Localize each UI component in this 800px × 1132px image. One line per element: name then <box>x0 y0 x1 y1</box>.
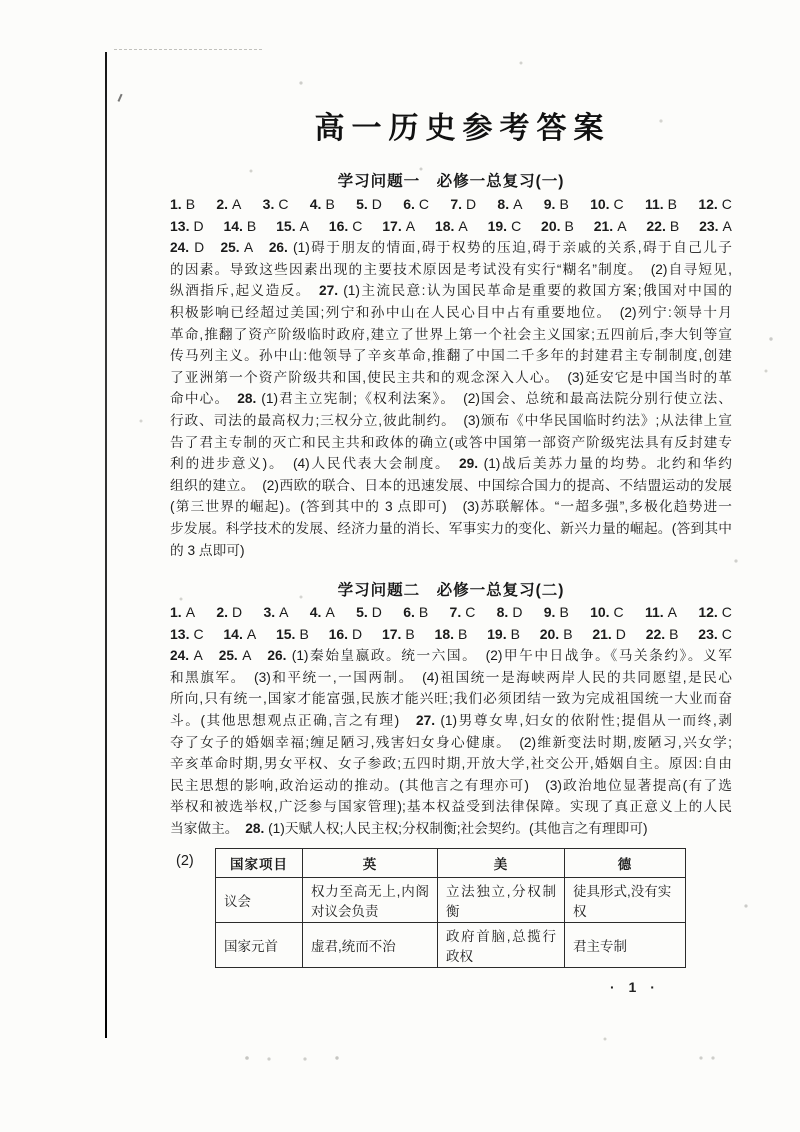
choice-answer: 13. C <box>170 625 204 642</box>
table-row <box>216 923 686 968</box>
choice-answer-row <box>170 194 732 216</box>
table-cell: 君主专制 <box>565 923 686 968</box>
choice-answer: 1. A <box>170 604 196 620</box>
choice-answer: 12. C <box>698 604 732 620</box>
answer-text-line: 斗。(其他思想观点正确,言之有理) 27. (1)男尊女卑,妇女的依附性;提倡从一而终,剥 <box>170 712 732 728</box>
answer-text-line: 辛亥革命时期,男女平权、女子参政;五四时期,开放大学,社交公开,婚姻自主。原因:自由 <box>170 756 732 772</box>
answer-text-line: 了亚洲第一个资产阶级共和国,使民主共和的观念深入人心。 (3)延安它是中国当时的革 <box>170 369 732 385</box>
answer-text-line: 的因素。导致这些因素出现的主要技术原因是考试没有实行“糊名”制度。 (2)自寻短见, <box>170 261 732 277</box>
answer-text-line: 的 3 点即可) <box>170 542 245 558</box>
table-cell: 议会 <box>216 878 303 923</box>
choice-answer: 21. D <box>592 625 626 642</box>
section-2-heading: 学习问题二 必修一总复习(二) <box>337 582 565 599</box>
choice-answer: 15. B <box>275 625 309 642</box>
choice-answer: 23. C <box>698 625 732 642</box>
answer-text-line: 告了君主专制的灭亡和民主共和政体的确立(或答中国第一部资产阶级宪法具有反封建专 <box>170 434 732 450</box>
answer-text-line: 当家做主。 28. (1)天赋人权;人民主权;分权制衡;社会契约。(其他言之有理即可) <box>170 820 648 836</box>
scan-noise <box>0 0 2 2</box>
table-cell: 虚君,统而不治 <box>303 923 438 968</box>
choice-answer: 2. A <box>216 196 242 212</box>
choice-answer: 5. D <box>356 604 382 620</box>
table-cell: 立法独立,分权制衡 <box>438 878 565 923</box>
table-cell: 国家元首 <box>216 923 303 968</box>
choice-answer: 18. B <box>434 625 468 642</box>
choice-answer: 22. B <box>646 217 680 234</box>
choice-answer: 3. C <box>262 196 289 212</box>
choice-answer: 16. D <box>328 625 363 642</box>
comparison-table <box>215 848 686 968</box>
answer-text-line: 24. D 25. A 26. (1)碍于朋友的情面,碍于权势的压迫,碍于亲戚的关系,碍于自己儿子 <box>170 240 732 256</box>
answer-text-line: 行政、司法的最高权力;三权分立,彼此制约。 (3)颁布《中华民国临时约法》;从法律上宣 <box>170 412 732 428</box>
choice-answer: 10. C <box>590 196 624 212</box>
table-header-cell: 英 <box>303 849 438 878</box>
answer-text-line: 纵酒指斥,起义造反。 27. (1)主流民意:认为国民革命是重要的救国方案;俄国对中国的 <box>170 283 732 299</box>
answer-text-line: 传马列主义。孙中山:他领导了辛亥革命,推翻了中国二千多年的封建君主专制制度,创建 <box>170 348 732 364</box>
scan-artifact-line <box>114 49 262 50</box>
choice-answer: 18. A <box>434 217 468 234</box>
choice-answer: 3. A <box>263 604 289 620</box>
choice-answer: 17. A <box>382 217 416 234</box>
answer-text-line: 组织的建立。 (2)西欧的联合、日本的迅速发展、中国综合国力的提高、不结盟运动的发展 <box>170 477 732 493</box>
answer-text-line: (第三世界的崛起)。(答到其中的 3 点即可) (3)苏联解体。“一超多强”,多极化趋势进一 <box>170 499 732 515</box>
choice-answer-row <box>170 216 732 238</box>
choice-answer: 6. C <box>403 196 430 212</box>
choice-answer: 11. B <box>644 196 678 212</box>
choice-answer: 6. B <box>403 604 429 620</box>
choice-answer: 8. A <box>497 196 523 212</box>
answer-text-line: 积极影响已经超过美国;列宁和孙中山在人民心目中占有重要地位。 (2)列宁:领导十月 <box>170 304 732 320</box>
choice-answer: 21. A <box>593 217 627 234</box>
choice-answer: 16. C <box>328 217 363 234</box>
section-2-answers <box>170 602 732 840</box>
choice-answer: 2. D <box>216 604 243 620</box>
scan-artifact-mark <box>118 94 124 103</box>
choice-answer: 7. C <box>449 604 476 620</box>
table-cell: 权力至高无上,内阁对议会负责 <box>303 878 438 923</box>
table-header-cell: 国家项目 <box>216 849 303 878</box>
choice-answer-row <box>170 602 732 624</box>
choice-answer: 9. B <box>543 196 569 212</box>
choice-answer: 7. D <box>450 196 477 212</box>
choice-answer: 14. B <box>223 217 257 234</box>
page-title: 高一历史参考答案 <box>314 112 611 145</box>
choice-answer: 10. C <box>590 604 624 620</box>
choice-answer: 19. C <box>487 217 522 234</box>
answer-text-line: 所向,只有统一,国家才能富强,民族才能兴旺;我们必须团结一致为完成祖国统一大业而奋 <box>170 691 732 707</box>
answer-text-line: 和黑旗军。 (3)和平统一,一国两制。 (4)祖国统一是海峡两岸人民的共同愿望,是民心 <box>170 669 732 685</box>
choice-answer: 13. D <box>170 217 204 234</box>
table-cell: 政府首脑,总揽行政权 <box>438 923 565 968</box>
table-header-cell: 美 <box>438 849 565 878</box>
page-edge-line <box>105 52 107 1038</box>
table-header-cell: 德 <box>565 849 686 878</box>
choice-answer: 9. B <box>543 604 569 620</box>
table-header-row <box>216 849 686 878</box>
choice-answer: 4. A <box>309 604 335 620</box>
answer-text-line: 24. A 25. A 26. (1)秦始皇嬴政。统一六国。 (2)甲午中日战争。《马关条约》。义军 <box>170 648 732 664</box>
page-number: · 1 · <box>610 979 660 995</box>
answer-text-line: 革命,推翻了资产阶级临时政府,建立了世界上第一个社会主义国家;五四前后,李大钊等宣 <box>170 326 732 342</box>
choice-answer-row <box>170 624 732 646</box>
choice-answer: 4. B <box>309 196 335 212</box>
section-1-heading: 学习问题一 必修一总复习(一) <box>337 173 565 190</box>
choice-answer: 11. A <box>644 604 678 620</box>
choice-answer: 14. A <box>223 625 257 642</box>
choice-answer: 15. A <box>276 217 309 234</box>
choice-answer: 19. B <box>487 625 520 642</box>
section-1-answers <box>170 194 732 561</box>
table-item-label: (2) <box>176 853 194 869</box>
answer-text-line: 命中心。 28. (1)君主立宪制;《权利法案》。 (2)国会、总统和最高法院分别行使立法、 <box>170 391 732 407</box>
answer-text-line: 步发展。科学技术的发展、经济力量的消长、军事实力的变化、新兴力量的崛起。(答到其中 <box>170 520 732 536</box>
answer-text-line: 利的进步意义)。 (4)人民代表大会制度。 29. (1)战后美苏力量的均势。北约和华约 <box>170 456 732 472</box>
answer-text-line: 民主思想的影响,政治运动的推动。(其他言之有理亦可) (3)政治地位显著提高(有了选 <box>170 777 732 793</box>
choice-answer: 20. B <box>541 217 574 234</box>
choice-answer: 8. D <box>496 604 523 620</box>
answer-text-line: 举权和被选举权,广泛参与国家管理);基本权益受到法律保障。实现了真正意义上的人民 <box>170 799 732 815</box>
choice-answer: 1. B <box>170 196 196 212</box>
choice-answer: 12. C <box>698 196 732 212</box>
table-cell: 徒具形式,没有实权 <box>565 878 686 923</box>
choice-answer: 22. B <box>645 625 679 642</box>
choice-answer: 23. A <box>699 217 732 234</box>
choice-answer: 20. B <box>539 625 573 642</box>
table-row <box>216 878 686 923</box>
choice-answer: 17. B <box>381 625 415 642</box>
comparison-table-wrap <box>215 848 686 968</box>
answer-text-line: 夺了女子的婚姻幸福;缠足陋习,残害妇女身心健康。 (2)维新变法时期,废陋习,兴女学; <box>170 734 732 750</box>
choice-answer: 5. D <box>356 196 382 212</box>
